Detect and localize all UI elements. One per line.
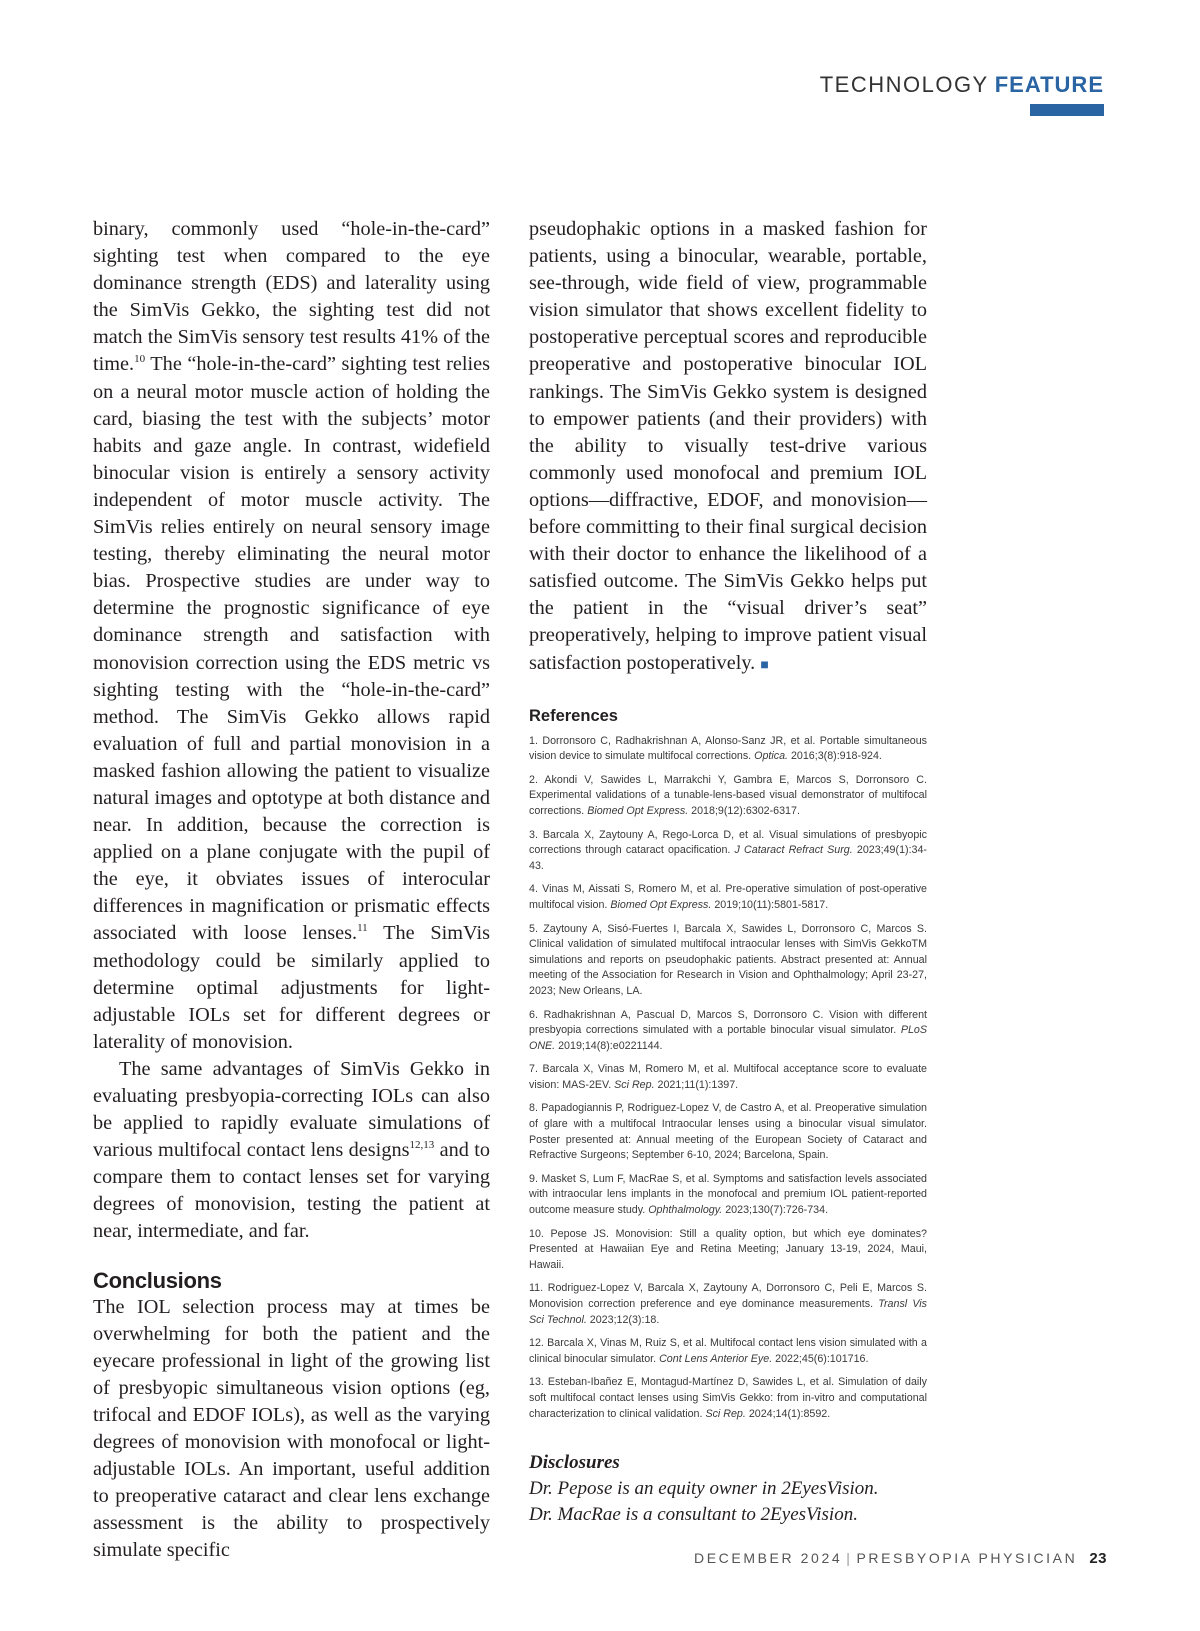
section-name: TECHNOLOGY	[819, 72, 989, 97]
reference-item: 2. Akondi V, Sawides L, Marrakchi Y, Gambra E, Marcos S, Dorronsoro C. Experimental validations of a tunable-lens-based visual demonstrator of multifocal corrections. Biomed Opt Express. 2018;9(12):6302-6317.	[529, 773, 927, 817]
disclosure-line: Dr. MacRae is a consultant to 2EyesVision.	[529, 1504, 858, 1526]
page-footer	[694, 1550, 1107, 1567]
reference-item: 13. Esteban-Ibañez E, Montagud-Martínez D, Sawides L, et al. Simulation of daily soft multifocal contact lenses using SimVis Gekko: from in-vitro and computational characterization to clinical validation. Sci Rep. 2024;14(1):8592.	[529, 1376, 927, 1420]
reference-item: 6. Radhakrishnan A, Pascual D, Marcos S, Dorronsoro C. Vision with different presbyopia corrections simulated with a portable binocular visual simulator. PLoS ONE. 2019;14(8):e0221144.	[529, 1008, 927, 1052]
footer-separator: |	[846, 1550, 853, 1566]
body-paragraph: binary, commonly used “hole-in-the-card” sighting test when compared to the eye dominance strength (EDS) and laterality using the SimVis Gekko, the sighting test did not match the SimVis sensory test results 41% of the time.$^{10}$ The “hole-in-the-card” sighting test relies on a neural motor muscle action of holding the card, biasing the test with the subjects’ motor habits and gaze angle. In contrast, widefield binocular vision is entirely a sensory activity independent of motor muscle activity. The SimVis relies entirely on neural sensory image testing, thereby eliminating the neural motor bias. Prospective studies are under way to determine the prognostic significance of eye dominance strength and satisfaction with monovision correction using the EDS metric vs sighting testing with the “hole-in-the-card” method. The SimVis Gekko allows rapid evaluation of full and partial monovision in a masked fashion allowing the patient to visualize natural images and optotype at both distance and near. In addition, because the correction is applied on a plane conjugate with the pupil of the eye, it obviates issues of interocular differences in magnification or prismatic effects associated with loose lenses.$^{11}$ The SimVis methodology could be similarly applied to determine optimal adjustments for light-adjustable IOLs set for different degrees or laterality of monovision.	[93, 218, 490, 1053]
reference-item: 12. Barcala X, Vinas M, Ruiz S, et al. Multifocal contact lens vision simulated with a clinical binocular simulator. Cont Lens Anterior Eye. 2022;45(6):101716.	[529, 1337, 927, 1365]
section-label: FEATURE	[994, 72, 1104, 97]
references-heading: References	[529, 706, 618, 725]
citation[interactable]: 11	[357, 922, 368, 935]
section-header	[820, 72, 1104, 116]
references-list	[529, 734, 927, 1423]
reference-item: 4. Vinas M, Aissati S, Romero M, et al. Pre-operative simulation of post-operative multifocal vision. Biomed Opt Express. 2019;10(11):5801-5817.	[529, 883, 927, 911]
left-column	[93, 216, 490, 1565]
disclosures-heading: Disclosures	[529, 1452, 620, 1474]
reference-item: 9. Masket S, Lum F, MacRae S, et al. Symptoms and satisfaction levels associated with intraocular lens implants in the monofocal and premium IOL patient-reported outcome measure study. Ophthalmology. 2023;130(7):726-734.	[529, 1172, 927, 1217]
reference-item: 7. Barcala X, Vinas M, Romero M, et al. Multifocal acceptance score to evaluate vision: MAS-2EV. Sci Rep. 2021;11(1):1397.	[529, 1063, 927, 1091]
reference-item: 3. Barcala X, Zaytouny A, Rego-Lorca D, et al. Visual simulations of presbyopic corrections through cataract opacification. J Cataract Refract Surg. 2023;49(1):34-43.	[529, 828, 927, 872]
citation[interactable]: 12,13	[409, 1139, 435, 1152]
reference-item: 1. Dorronsoro C, Radhakrishnan A, Alonso-Sanz JR, et al. Portable simultaneous vision device to simulate multifocal corrections. Optica. 2016;3(8):918-924.	[529, 734, 927, 763]
reference-item: 5. Zaytouny A, Sisó-Fuertes I, Barcala X, Sawides L, Dorronsoro C, Marcos S. Clinical validation of simulated multifocal intraocular lenses with SimVis GekkoTM simulations and reports on pseudophakic patients. Abstract presented at: Annual meeting of the Association for Research in Vision and Ophthalmology; April 23-27, 2023; New Orleans, LA.	[529, 922, 927, 997]
page-number: 23	[1089, 1550, 1107, 1567]
end-mark-icon: ■	[760, 657, 769, 673]
reference-item: 8. Papadogiannis P, Rodriguez-Lopez V, de Castro A, et al. Preoperative simulation of glare with a multifocal Intraocular lenses using a binocular visual simulator. Poster presented at: Annual meeting of the European Society of Cataract and Refractive Surgeons; September 6-10, 2024; Barcelona, Spain.	[529, 1102, 927, 1162]
reference-item: 10. Pepose JS. Monovision: Still a quality option, but which eye dominates? Presented at Hawaiian Eye and Retina Meeting; January 13-19, 2024, Maui, Hawaii.	[529, 1227, 927, 1271]
body-paragraph: The same advantages of SimVis Gekko in evaluating presbyopia-correcting IOLs can also be applied to rapidly evaluate simulations of various multifocal contact lens designs$^{12,13}$ and to compare them to contact lenses set for varying degrees of monovision, testing the patient at near, intermediate, and far.	[93, 1057, 490, 1243]
body-paragraph: pseudophakic options in a masked fashion for patients, using a binocular, wearable, portable, see-through, wide field of view, programmable vision simulator that shows excellent fidelity to postoperative perceptual scores and reproducible preoperative and postoperative binocular IOL rankings. The SimVis Gekko system is designed to empower patients (and their providers) with the ability to visually test-drive various commonly used monofocal and premium IOL options—diffractive, EDOF, and monovision—before committing to their final surgical decision with their doctor to enhance the likelihood of a satisfied outcome. The SimVis Gekko helps put the patient in the “visual driver’s seat” preoperatively, helping to improve patient visual satisfaction postoperatively. ■	[529, 218, 927, 674]
conclusions-heading: Conclusions	[93, 1267, 222, 1293]
right-column	[529, 216, 927, 1528]
issue-date: DECEMBER 2024	[694, 1550, 843, 1566]
body-paragraph: The IOL selection process may at times be overwhelming for both the patient and the eyecare professional in light of the growing list of presbyopic simultaneous vision options (eg, trifocal and EDOF IOLs), as well as the varying degrees of monovision with monofocal or light-adjustable IOLs. An important, useful addition to preoperative cataract and clear lens exchange assessment is the ability to prospectively simulate specific	[93, 1295, 490, 1562]
header-accent-bar	[1030, 104, 1104, 116]
citation[interactable]: 10	[134, 353, 146, 366]
reference-item: 11. Rodriguez-Lopez V, Barcala X, Zaytouny A, Dorronsoro C, Peli E, Marcos S. Monovision correction preference and eye dominance measurements. Transl Vis Sci Technol. 2023;12(3):18.	[529, 1282, 927, 1326]
publication-name: PRESBYOPIA PHYSICIAN	[856, 1550, 1078, 1566]
disclosure-line: Dr. Pepose is an equity owner in 2EyesVision.	[529, 1478, 879, 1500]
